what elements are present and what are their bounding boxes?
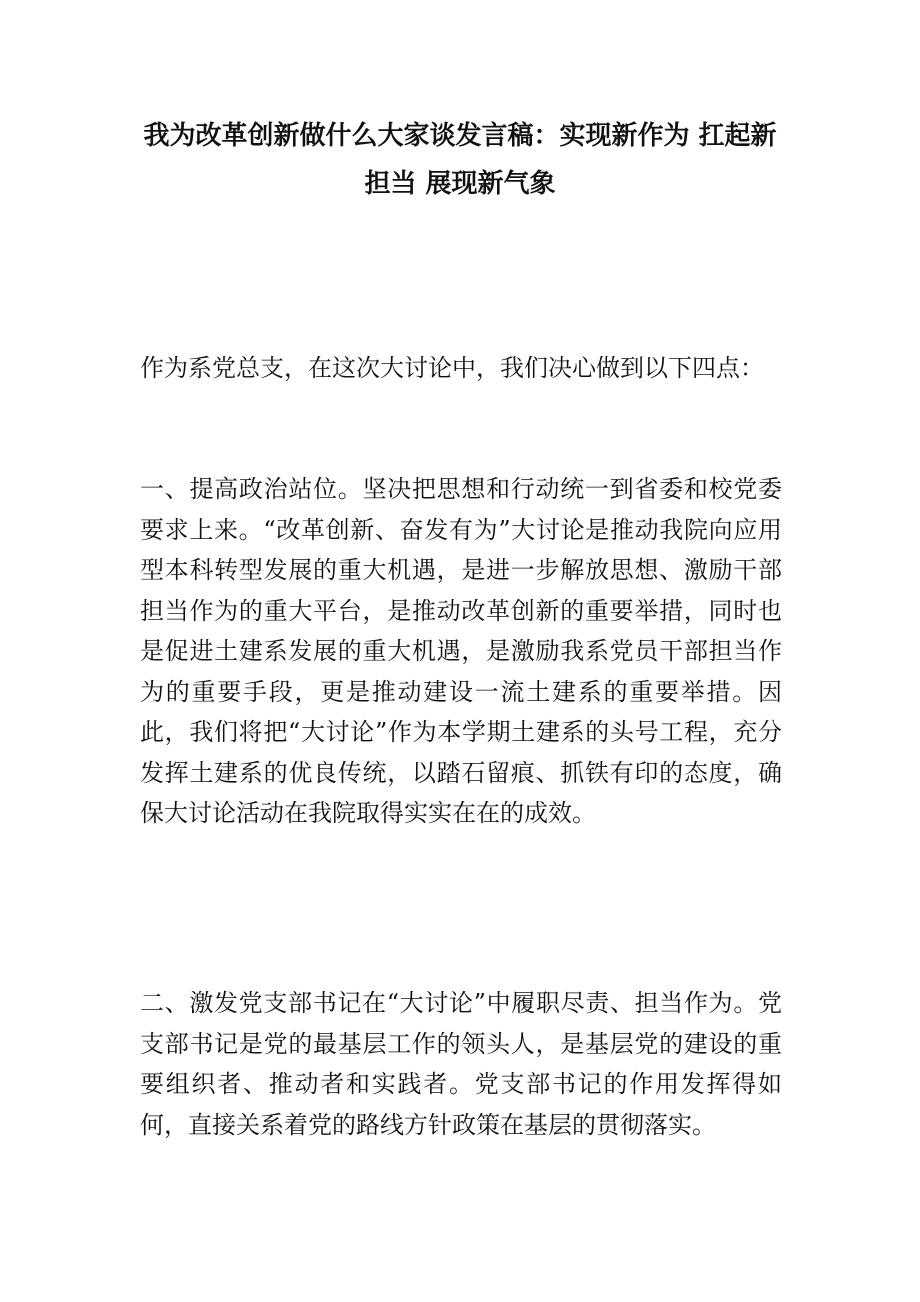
paragraph-point-one: 一、提高政治站位。坚决把思想和行动统一到省委和校党委要求上来。“改革创新、奋发有为”大讨论是推动我院向应用型本科转型发展的重大机遇，是进一步解放思想、激励干部担当作为的重大平台，是推动改革创新的重要举措，同时也是促进土建系发展的重大机遇，是激励我系党员干部担当作为的重要手段，更是推动建设一流土建系的重要举措。因此，我们将把“大讨论”作为本学期土建系的头号工程，充分发挥土建系的优良传统，以踏石留痕、抓铁有印的态度，确保大讨论活动在我院取得实实在在的成效。 — [140, 475, 782, 827]
paragraph-point-two: 二、激发党支部书记在“大讨论”中履职尽责、担当作为。党支部书记是党的最基层工作的领头人，是基层党的建设的重要组织者、推动者和实践者。党支部书记的作用发挥得如何，直接关系着党的路线方针政策在基层的贯彻落实。 — [140, 989, 782, 1139]
paragraph-intro: 作为系党总支，在这次大讨论中，我们决心做到以下四点： — [140, 354, 764, 382]
document-title: 我为改革创新做什么大家谈发言稿：实现新作为 扛起新担当 展现新气象 — [143, 121, 777, 199]
